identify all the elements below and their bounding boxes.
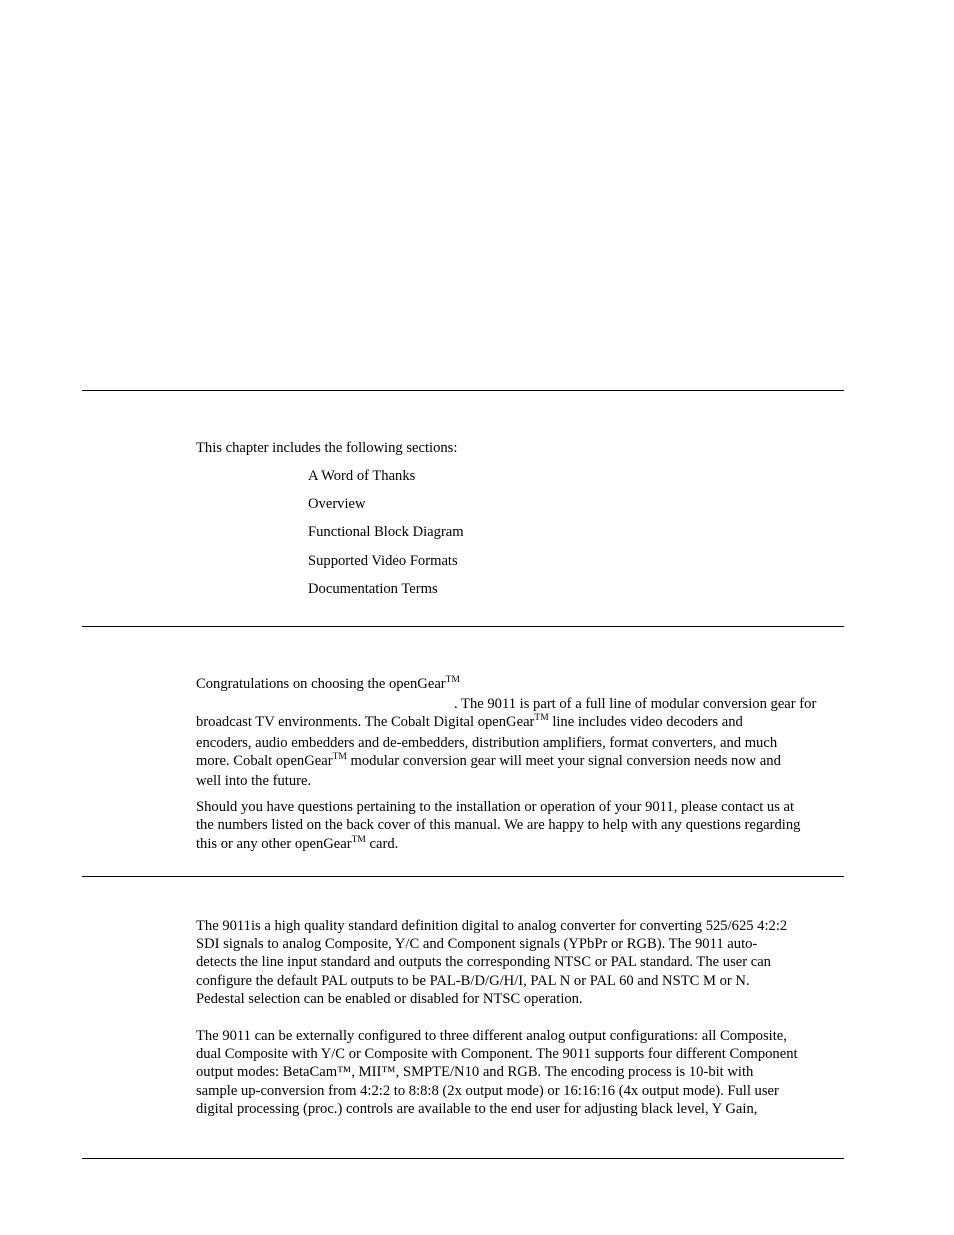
thanks-text: Congratulations on choosing the openGear <box>196 676 446 692</box>
overview-text: The 9011is a high quality standard definition digital to analog converter for converting 525/625 4:2:2 <box>196 918 788 934</box>
toc-item[interactable]: Functional Block Diagram <box>308 524 464 540</box>
thanks-text: well into the future. <box>196 773 312 790</box>
thanks-paragraph-2 <box>196 798 846 855</box>
thanks-text: line includes video decoders and <box>548 714 743 731</box>
section-rule-thanks <box>82 626 844 627</box>
thanks-text: this or any other openGear <box>196 835 352 852</box>
overview-text: Pedestal selection can be enabled or disabled for NTSC operation. <box>196 990 583 1007</box>
thanks-text: Should you have questions pertaining to the installation or operation of your 9011, please contact us at <box>196 799 795 816</box>
overview-text: detects the line input standard and outputs the corresponding NTSC or PAL standard. The user can <box>196 954 771 971</box>
thanks-text: broadcast TV environments. The Cobalt Digital openGear <box>196 714 535 731</box>
overview-paragraph-2 <box>196 1027 846 1118</box>
toc-item[interactable]: Supported Video Formats <box>308 553 458 569</box>
toc-item[interactable]: A Word of Thanks <box>308 468 416 484</box>
chapter-intro <box>196 439 846 457</box>
thanks-text: . The 9011 is part of a full line of modular conversion gear for <box>454 696 817 713</box>
thanks-paragraph-1 <box>196 675 846 790</box>
trademark-mark: TM <box>332 751 347 762</box>
chapter-intro-text: This chapter includes the following sections: <box>196 440 458 456</box>
overview-text: output modes: BetaCam™, MII™, SMPTE/N10 and RGB. The encoding process is 10-bit with <box>196 1064 754 1081</box>
overview-text: digital processing (proc.) controls are available to the end user for adjusting black level, Y Gain, <box>196 1100 758 1117</box>
overview-text: The 9011 can be externally configured to three different analog output configurations: all Composite, <box>196 1028 787 1045</box>
overview-section <box>196 917 846 1118</box>
overview-text: sample up-conversion from 4:2:2 to 8:8:8 (2x output mode) or 16:16:16 (4x output mode). Full user <box>196 1082 779 1099</box>
section-rule-bottom <box>82 1158 844 1159</box>
trademark-mark: TM <box>534 713 549 724</box>
thanks-text: modular conversion gear will meet your signal conversion needs now and <box>346 752 781 769</box>
thanks-text: the numbers listed on the back cover of this manual. We are happy to help with any questions regarding <box>196 817 801 834</box>
trademark-mark: TM <box>445 675 460 685</box>
thanks-text: encoders, audio embedders and de-embedders, distribution amplifiers, format converters, and much <box>196 734 778 751</box>
thanks-section <box>196 675 846 855</box>
overview-text: dual Composite with Y/C or Composite with Component. The 9011 supports four different Component <box>196 1046 798 1063</box>
thanks-text: card. <box>365 835 399 852</box>
thanks-text: more. Cobalt openGear <box>196 752 333 769</box>
section-rule-chapter <box>82 390 844 391</box>
overview-paragraph-1 <box>196 917 846 1008</box>
overview-text: configure the default PAL outputs to be PAL-B/D/G/H/I, PAL N or PAL 60 and NSTC M or N. <box>196 972 750 989</box>
overview-text: SDI signals to analog Composite, Y/C and Component signals (YPbPr or RGB). The 9011 auto- <box>196 936 758 953</box>
toc-item[interactable]: Overview <box>308 496 366 512</box>
trademark-mark: TM <box>351 834 366 845</box>
section-rule-overview <box>82 876 844 877</box>
toc-item[interactable]: Documentation Terms <box>308 581 438 597</box>
